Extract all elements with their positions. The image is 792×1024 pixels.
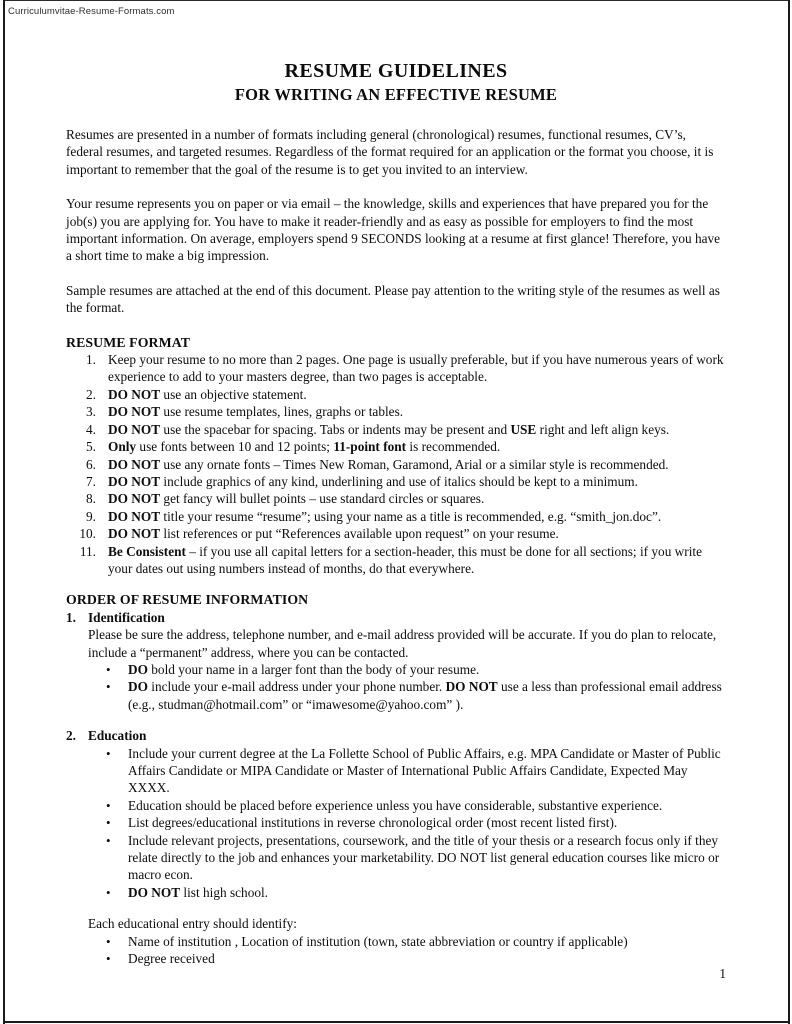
emphasis-text: 11-point font: [333, 439, 407, 455]
emphasis-text: DO NOT: [108, 508, 161, 524]
identification-bullet-list: [88, 661, 726, 713]
page-border-top: [3, 0, 790, 1]
list-item-number: 10.: [79, 526, 96, 542]
body-text: Name of institution , Location of institution (town, state abbreviation or country if applicable): [128, 933, 628, 949]
list-item: [66, 456, 726, 473]
emphasis-text: Be Consistent: [108, 543, 186, 559]
body-text: Include your current degree at the La Follette School of Public Affairs, e.g. MPA Candidate or Master of Public Affairs Candidate or MIPA Candidate or Master of International Public Affairs Candidate, Expected May XXXX.: [128, 745, 721, 796]
list-item-number: 2.: [86, 386, 96, 402]
list-item: [66, 403, 726, 420]
emphasis-text: DO NOT: [108, 526, 161, 542]
education-bullet-list: [88, 745, 726, 902]
emphasis-text: DO NOT: [128, 884, 181, 900]
page-border-bottom: [3, 1021, 790, 1023]
bullet-icon: •: [106, 679, 111, 695]
order-item-education-number: 2.: [66, 728, 76, 744]
list-item-number: 3.: [86, 404, 96, 420]
section-heading-resume-format: RESUME FORMAT: [66, 334, 191, 350]
body-text: is recommended.: [406, 439, 501, 455]
page-subtitle: FOR WRITING AN EFFECTIVE RESUME: [234, 85, 558, 104]
body-text: use the spacebar for spacing. Tabs or indents may be present and: [160, 421, 511, 437]
emphasis-text: DO: [128, 661, 148, 677]
order-item-identification: [66, 609, 726, 713]
order-item-identification-title: Identification: [88, 609, 165, 625]
list-item: [88, 661, 726, 678]
bullet-icon: •: [106, 797, 111, 813]
body-text: get fancy will bullet points – use standard circles or squares.: [160, 491, 485, 507]
body-text: – if you use all capital letters for a section-header, this must be done for all sections; if you write your dates out using numbers instead of months, do that everywhere.: [108, 543, 702, 576]
list-item: [66, 386, 726, 403]
list-item-number: 4.: [86, 421, 96, 437]
education-entry-intro: Each educational entry should identify:: [88, 916, 297, 932]
list-item-number: 5.: [86, 439, 96, 455]
list-item-number: 11.: [79, 543, 96, 559]
body-text: bold your name in a larger font than the body of your resume.: [147, 661, 480, 677]
list-item: [88, 814, 726, 831]
list-item: [66, 421, 726, 438]
list-item: [66, 508, 726, 525]
emphasis-text: DO NOT: [108, 421, 161, 437]
body-text: use any ornate fonts – Times New Roman, Garamond, Arial or a similar style is recommended.: [160, 456, 669, 472]
order-item-education: [66, 727, 726, 967]
site-watermark: Curriculumvitae-Resume-Formats.com: [8, 6, 175, 17]
list-item: [66, 438, 726, 455]
list-item: [66, 525, 726, 542]
bullet-icon: •: [106, 951, 111, 967]
body-text: list high school.: [180, 884, 269, 900]
body-text: use a less than professional email address (e.g., studman@hotmail.com” or “imawesome@yahoo.com” ).: [128, 679, 722, 712]
emphasis-text: DO NOT: [108, 404, 161, 420]
emphasis-text: DO NOT: [108, 491, 161, 507]
list-item: [88, 950, 726, 967]
page-title: RESUME GUIDELINES: [284, 60, 508, 82]
body-text: Keep your resume to no more than 2 pages. One page is usually preferable, but if you have numerous years of work experience to add to your masters degree, than two pages is acceptable.: [108, 352, 724, 385]
bullet-icon: •: [106, 832, 111, 848]
body-text: title your resume “resume”; using your name as a title is recommended, e.g. “smith_jon.doc”.: [160, 508, 662, 524]
list-item: [88, 832, 726, 884]
order-item-identification-heading: [66, 609, 726, 626]
bullet-icon: •: [106, 661, 111, 677]
bullet-icon: •: [106, 933, 111, 949]
page-border-left: [3, 0, 5, 1024]
page-border-right: [788, 0, 790, 1024]
order-item-education-title: Education: [88, 728, 147, 744]
list-item-number: 9.: [86, 508, 96, 524]
body-text: include your e-mail address under your phone number.: [147, 679, 446, 695]
body-text: Include relevant projects, presentations, coursework, and the title of your thesis or a research focus only if they relate directly to the job and enhances your marketability. DO NOT list general education courses like micro or macro econ.: [128, 832, 720, 883]
bullet-icon: •: [106, 815, 111, 831]
body-text: right and left align keys.: [536, 421, 670, 437]
list-item: [88, 745, 726, 797]
document-content: [66, 58, 726, 967]
body-text: use fonts between 10 and 12 points;: [136, 439, 334, 455]
list-item-number: 1.: [86, 352, 96, 368]
list-item: [66, 351, 726, 386]
intro-paragraph-1: Resumes are presented in a number of formats including general (chronological) resumes, functional resumes, CV’s, federal resumes, and targeted resumes. Regardless of the format required for an application or the format you choose, it is important to remember that the goal of the resume is to get you invited to an interview.: [66, 127, 714, 177]
body-text: include graphics of any kind, underlining and use of italics should be kept to a minimum.: [160, 473, 638, 489]
list-item: [66, 490, 726, 507]
list-item: [88, 933, 726, 950]
list-item-number: 6.: [86, 456, 96, 472]
education-entry-bullet-list: [88, 933, 726, 968]
page-number: 1: [719, 966, 726, 981]
emphasis-text: DO NOT: [445, 679, 498, 695]
list-item-number: 7.: [86, 473, 96, 489]
section-heading-order-of-resume-information: ORDER OF RESUME INFORMATION: [66, 592, 309, 608]
emphasis-text: Only: [108, 439, 137, 455]
emphasis-text: DO NOT: [108, 386, 161, 402]
intro-paragraph-3: Sample resumes are attached at the end of this document. Please pay attention to the writing style of the resumes as well as the format.: [66, 282, 720, 316]
emphasis-text: DO NOT: [108, 473, 161, 489]
body-text: list references or put “References available upon request” on your resume.: [160, 526, 559, 542]
body-text: Education should be placed before experience unless you have considerable, substantive experience.: [128, 797, 663, 813]
intro-paragraph-2: Your resume represents you on paper or via email – the knowledge, skills and experiences that have prepared you for the job(s) you are applying for. You have to make it reader-friendly and as easy as possible for employers to find the most important information. On average, employers spend 9 SECONDS looking at a resume at first glance! Therefore, you have a short time to make a big impression.: [66, 196, 721, 264]
list-item: [88, 797, 726, 814]
list-item: [66, 473, 726, 490]
order-item-education-heading: [66, 727, 726, 744]
resume-format-list: [66, 351, 726, 577]
body-text: use an objective statement.: [160, 386, 307, 402]
list-item: [88, 884, 726, 901]
order-item-education-body: [66, 745, 726, 968]
body-text: use resume templates, lines, graphs or tables.: [160, 404, 404, 420]
body-text: List degrees/educational institutions in reverse chronological order (most recent listed first).: [128, 815, 618, 831]
emphasis-text: DO NOT: [108, 456, 161, 472]
order-item-identification-number: 1.: [66, 609, 76, 625]
bullet-icon: •: [106, 884, 111, 900]
emphasis-text: DO: [128, 679, 148, 695]
body-text: Degree received: [128, 951, 215, 967]
list-item: [88, 678, 726, 713]
list-item: [66, 543, 726, 578]
order-item-identification-body: [66, 626, 726, 713]
emphasis-text: USE: [510, 421, 537, 437]
identification-intro: Please be sure the address, telephone number, and e-mail address provided will be accurate. If you do plan to relocate, include a “permanent” address, where you can be contacted.: [88, 627, 717, 660]
bullet-icon: •: [106, 745, 111, 761]
list-item-number: 8.: [86, 491, 96, 507]
